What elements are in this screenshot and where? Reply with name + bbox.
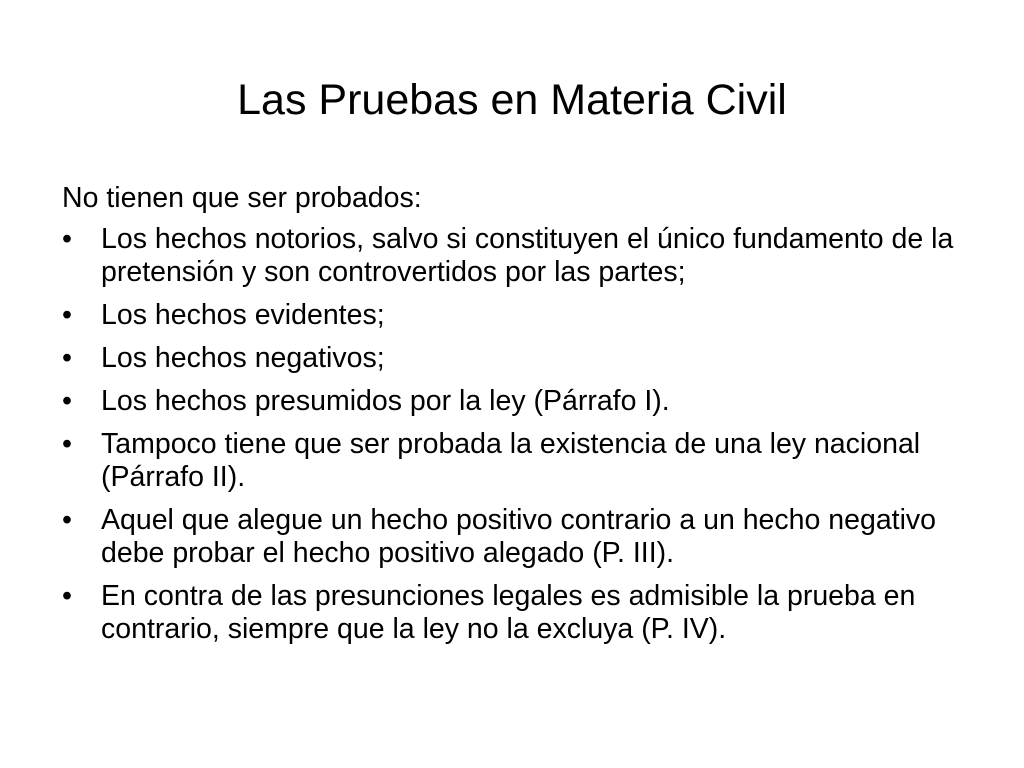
bullet-text: En contra de las presunciones legales es admisible la prueba en contrario, siempre que la ley no la excluya (P. IV).: [101, 580, 916, 645]
bullet-text: Los hechos notorios, salvo si constituyen el único fundamento de la pretensión y son controvertidos por las partes;: [101, 223, 954, 288]
slide-title: Las Pruebas en Materia Civil: [237, 76, 787, 124]
bullet-text: Los hechos negativos;: [101, 342, 385, 374]
bullet-text: Los hechos presumidos por la ley (Párrafo I).: [101, 385, 670, 417]
bullet-icon: •: [62, 342, 72, 374]
bullet-icon: •: [62, 428, 72, 460]
slide-body: [62, 182, 972, 656]
bullet-item: [62, 580, 972, 646]
bullet-item: [62, 428, 972, 494]
bullet-item: [62, 223, 972, 289]
bullet-text: Los hechos evidentes;: [101, 299, 385, 331]
bullet-item: [62, 342, 972, 375]
bullet-item: [62, 385, 972, 418]
bullet-icon: •: [62, 504, 72, 536]
bullet-item: [62, 299, 972, 332]
bullet-icon: •: [62, 580, 72, 612]
bullet-list: [62, 223, 972, 646]
bullet-item: [62, 504, 972, 570]
bullet-text: Aquel que alegue un hecho positivo contrario a un hecho negativo debe probar el hecho positivo alegado (P. III).: [101, 504, 937, 569]
bullet-icon: •: [62, 299, 72, 331]
bullet-text: Tampoco tiene que ser probada la existencia de una ley nacional (Párrafo II).: [101, 428, 921, 493]
bullet-icon: •: [62, 223, 72, 255]
intro-text: No tienen que ser probados:: [62, 182, 422, 214]
bullet-icon: •: [62, 385, 72, 417]
